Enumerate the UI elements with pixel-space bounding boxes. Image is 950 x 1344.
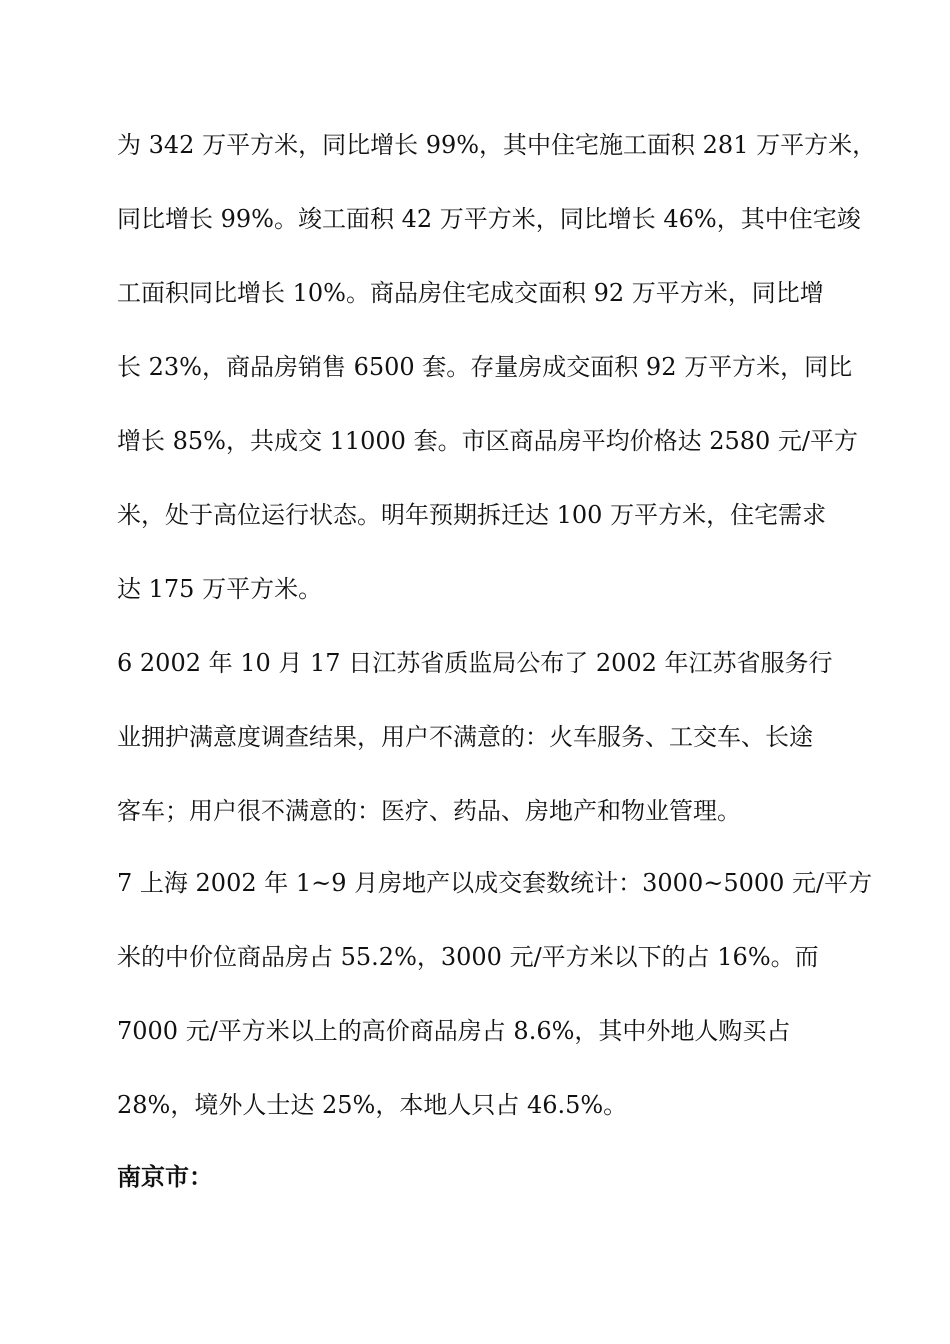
paragraph-3-line-3: 7000 元/平方米以上的高价商品房占 8.6%，其中外地人购买占: [117, 1017, 791, 1045]
paragraph-1-line-7: 达 175 万平方米。: [117, 575, 323, 603]
paragraph-1-line-2: 同比增长 99%。竣工面积 42 万平方米，同比增长 46%，其中住宅竣: [117, 205, 861, 233]
paragraph-3-line-4: 28%，境外人士达 25%，本地人只占 46.5%。: [117, 1091, 628, 1119]
paragraph-1-line-4: 长 23%，商品房销售 6500 套。存量房成交面积 92 万平方米，同比: [117, 353, 853, 381]
paragraph-2-line-1: 6 2002 年 10 月 17 日江苏省质监局公布了 2002 年江苏省服务行: [117, 649, 833, 677]
paragraph-3-line-2: 米的中价位商品房占 55.2%，3000 元/平方米以下的占 16%。而: [117, 943, 819, 971]
paragraph-1-line-1: 为 342 万平方米，同比增长 99%，其中住宅施工面积 281 万平方米，: [117, 131, 877, 159]
paragraph-1-line-6: 米，处于高位运行状态。明年预期拆迁达 100 万平方米，住宅需求: [117, 501, 827, 529]
paragraph-2-line-2: 业拥护满意度调查结果，用户不满意的：火车服务、工交车、长途: [117, 723, 813, 751]
paragraph-3-line-1: 7 上海 2002 年 1~9 月房地产以成交套数统计：3000~5000 元/平方: [117, 869, 873, 897]
paragraph-1-line-5: 增长 85%，共成交 11000 套。市区商品房平均价格达 2580 元/平方: [117, 427, 858, 455]
section-heading-nanjing: 南京市：: [117, 1162, 213, 1191]
paragraph-2-line-3: 客车；用户很不满意的：医疗、药品、房地产和物业管理。: [117, 797, 741, 825]
paragraph-1-line-3: 工面积同比增长 10%。商品房住宅成交面积 92 万平方米，同比增: [117, 279, 824, 307]
